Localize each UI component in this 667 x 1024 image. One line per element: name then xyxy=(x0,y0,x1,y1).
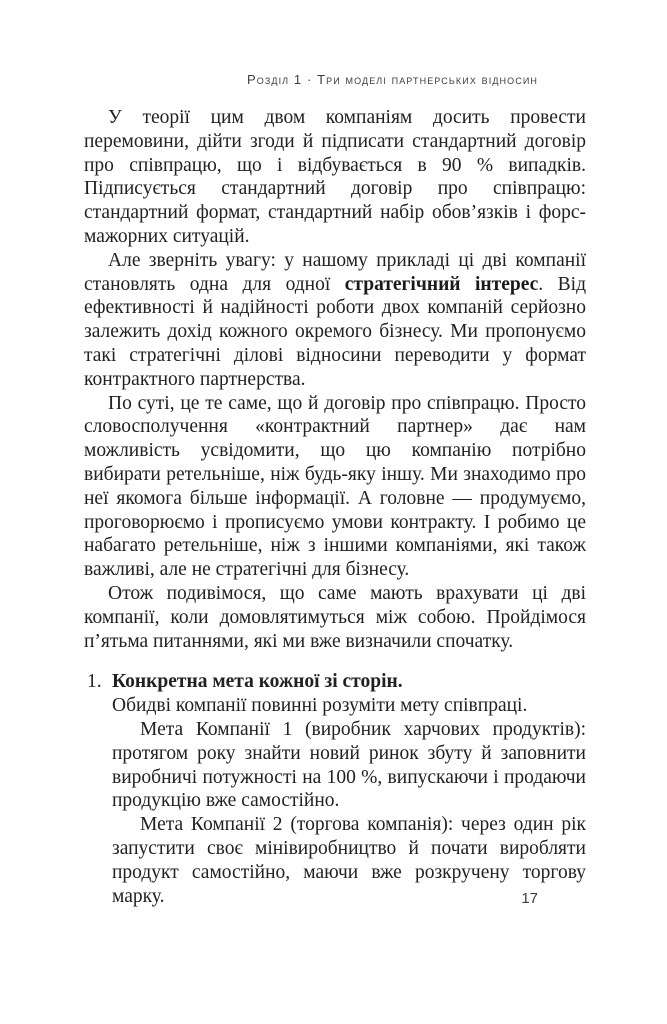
list-item-1-goal-company-1: Мета Компанії 1 (виробник харчових продуктів): протягом року знайти новий ринок збуту й заповнити виробничі потужності на 100 %, випускаючи і продаючи продукцію вже самостійно. xyxy=(112,718,586,812)
paragraph-2-text-after: . Від ефективності й надійності роботи двох компаній серйозно залежить дохід кожного окремого бізнесу. Ми пропонуємо такі стратегічні ділові відносини переводити у формат контрактного партнерства. xyxy=(84,273,586,390)
page-number: 17 xyxy=(521,890,538,907)
paragraph-1: У теорії цим двом компаніям досить провести перемовини, дійти згоди й підписати стандартний договір про співпрацю, що і відбувається в 90 % випадків. Підписується стандартний договір про співпрацю: стандартний формат, стандартний набір обов’язків і форс-мажорних ситуацій. xyxy=(84,107,586,247)
bold-phrase-strategic-interest: стратегічний інтерес xyxy=(344,273,539,295)
page-body xyxy=(84,106,586,908)
paragraph-2-text-before: Але зверніть увагу: у нашому прикладі ці дві компанії становлять одна для одної xyxy=(84,249,586,295)
list-item-1-title: Конкретна мета кожної зі сторін. xyxy=(112,671,403,693)
list-item-1 xyxy=(84,670,586,908)
list-item-1-intro: Обидві компанії повинні розуміти мету співпраці. xyxy=(112,695,528,717)
list-item-1-content xyxy=(112,670,586,908)
paragraph-2 xyxy=(84,249,586,392)
list-item-1-goal-company-2: Мета Компанії 2 (торгова компанія): через один рік запустити своє мінівиробництво й почати виробляти продукт самостійно, маючи вже розкручену торгову марку. xyxy=(112,814,586,907)
running-head: Розділ 1 · Три моделі партнерських відносин xyxy=(246,72,538,87)
paragraph-3: По суті, це те саме, що й договір про співпрацю. Просто словосполучення «контрактний партнер» дає нам можливість усвідомити, що цю компанію потрібно вибирати ретельніше, ніж будь-яку іншу. Ми знаходимо про неї якомога більше інформації. А головне — продумуємо, проговорюємо і прописуємо умови контракту. І робимо це набагато ретельніше, ніж з іншими компаніями, які також важливі, але не стратегічні для бізнесу. xyxy=(84,392,586,581)
paragraph-4: Отож подивімося, що саме мають врахувати ці дві компанії, коли домовлятимуться між собою. Пройдімося п’ятьма питаннями, які ми вже визначили спочатку. xyxy=(84,582,586,652)
list-item-1-marker: 1. xyxy=(87,671,102,693)
